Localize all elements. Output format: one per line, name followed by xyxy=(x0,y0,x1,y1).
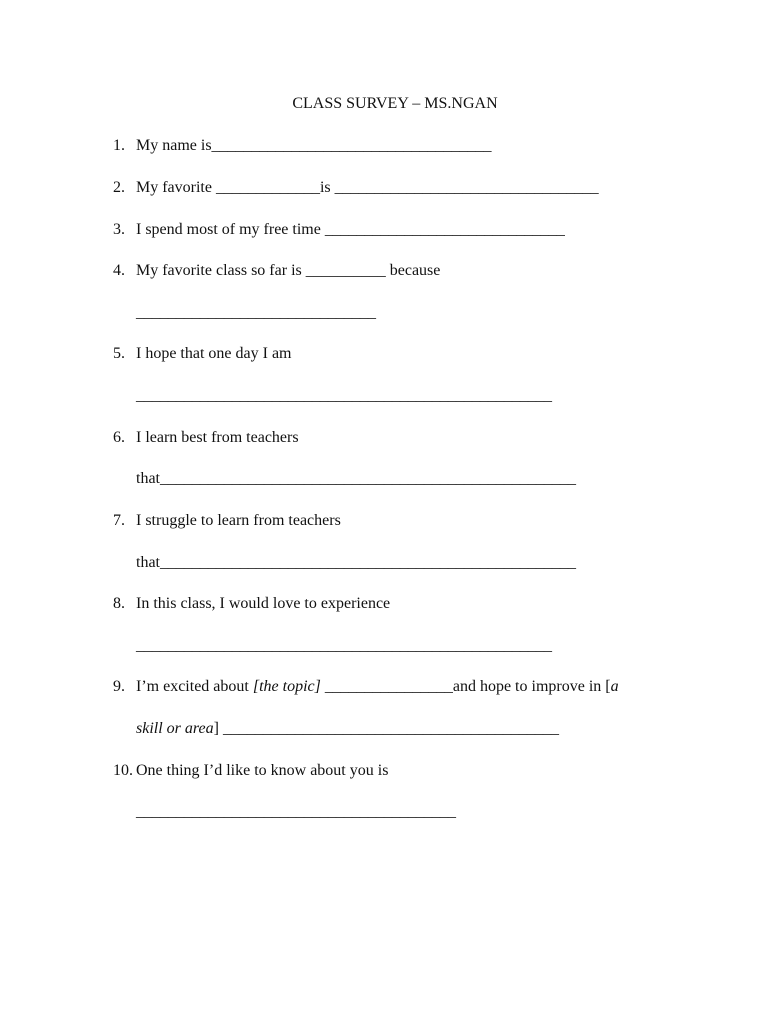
survey-item-8-line-1 xyxy=(136,594,390,614)
answer-blank: that____________________________________________________ xyxy=(136,470,576,487)
survey-item-6-line-2 xyxy=(136,469,576,489)
item-number: 7. xyxy=(113,512,125,529)
page-title: CLASS SURVEY – MS.NGAN xyxy=(292,95,498,112)
survey-item-10-line-1 xyxy=(136,761,388,781)
answer-blank: that____________________________________________________ xyxy=(136,554,576,571)
item-text: I hope that one day I am xyxy=(136,345,292,362)
item-text-italic: a xyxy=(610,678,619,695)
item-text: I’m excited about xyxy=(136,678,253,695)
item-number: 4. xyxy=(113,262,125,279)
item-text: I spend most of my free time ______________________________ xyxy=(136,221,565,238)
survey-item-7-line-1 xyxy=(136,511,341,531)
survey-item-6-line-1 xyxy=(136,428,299,448)
answer-blank: ______________________________ xyxy=(136,304,376,321)
item-text-italic: skill or area xyxy=(136,720,214,737)
item-number: 8. xyxy=(113,595,125,612)
survey-item-7-line-2 xyxy=(136,553,576,573)
answer-blank: ________________________________________ xyxy=(136,803,456,820)
item-text-italic: [the topic] xyxy=(252,678,321,695)
survey-item-5-line-1 xyxy=(136,344,292,364)
item-number: 3. xyxy=(113,221,125,238)
answer-blank: ____________________________________________________ xyxy=(136,387,552,404)
survey-item-5-line-2 xyxy=(136,386,552,406)
survey-item-9-line-1 xyxy=(136,677,619,697)
item-text: ________________and hope to improve in [ xyxy=(320,678,611,695)
item-text: One thing I’d like to know about you is xyxy=(136,762,389,779)
item-text: My name is___________________________________ xyxy=(136,137,492,154)
survey-item-9-line-2 xyxy=(136,719,559,739)
item-number: 2. xyxy=(113,179,125,196)
item-number: 10. xyxy=(113,762,133,779)
item-text: I struggle to learn from teachers xyxy=(136,512,341,529)
item-number: 9. xyxy=(113,678,125,695)
survey-item-8-line-2 xyxy=(136,636,552,656)
item-text: ] __________________________________________ xyxy=(213,720,559,737)
answer-blank: ____________________________________________________ xyxy=(136,637,552,654)
survey-item-3-line-1 xyxy=(136,220,565,240)
item-text: In this class, I would love to experience xyxy=(136,595,391,612)
item-text: My favorite class so far is __________ because xyxy=(136,262,441,279)
item-number: 1. xyxy=(113,137,125,154)
survey-item-2-line-1 xyxy=(136,178,599,198)
item-number: 6. xyxy=(113,429,125,446)
item-text: My favorite _____________is _________________________________ xyxy=(136,179,599,196)
item-text: I learn best from teachers xyxy=(136,429,299,446)
survey-item-4-line-1 xyxy=(136,261,440,281)
survey-item-1-line-1 xyxy=(136,136,492,156)
survey-item-4-line-2 xyxy=(136,303,376,323)
survey-item-10-line-2 xyxy=(136,802,456,822)
item-number: 5. xyxy=(113,345,125,362)
